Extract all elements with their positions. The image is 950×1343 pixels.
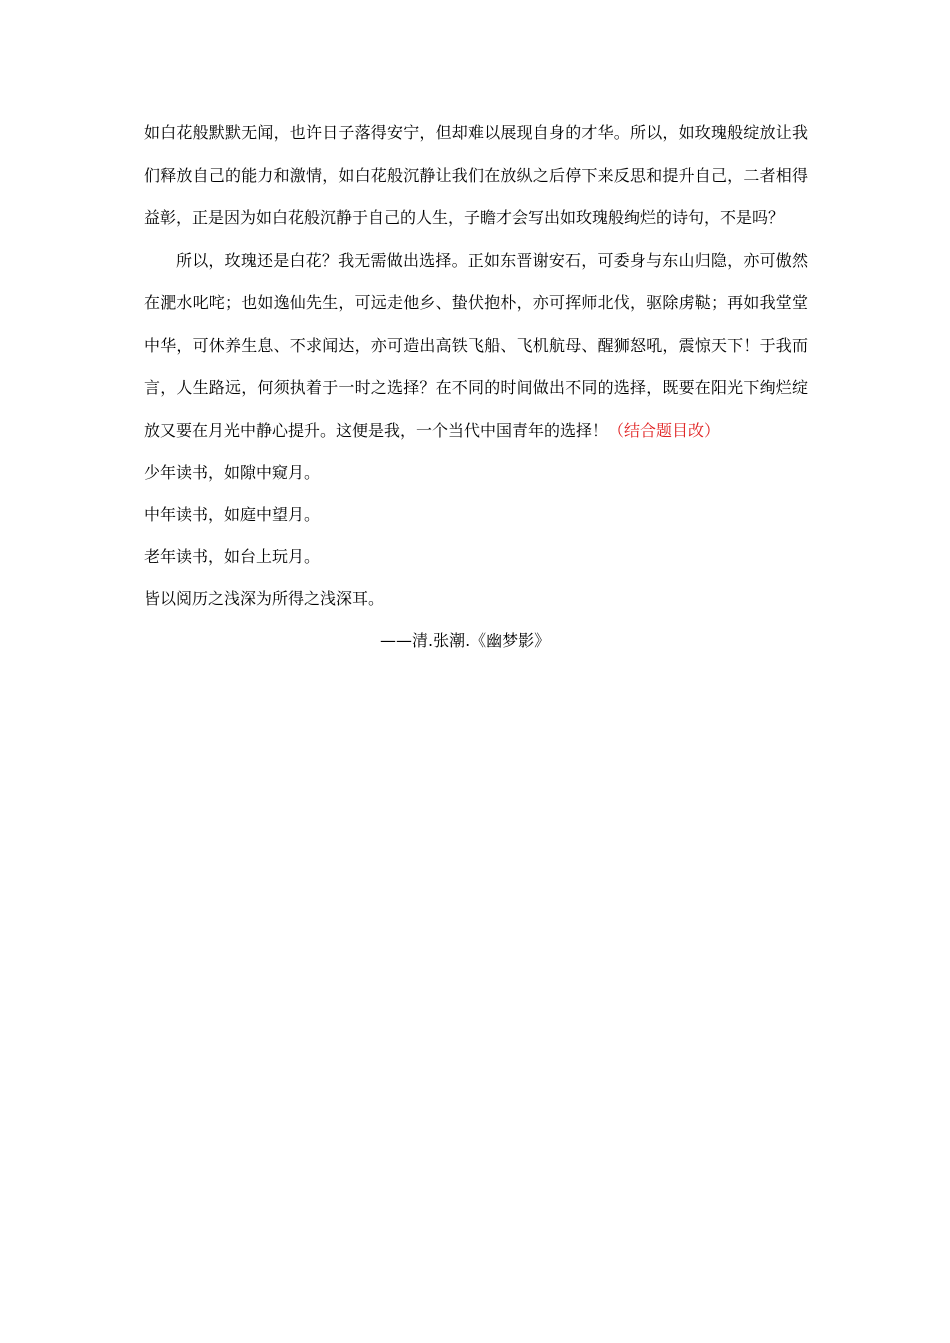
poem-line-2: 中年读书，如庭中望月。 <box>144 505 321 524</box>
poem-attribution: ——清.张潮.《幽梦影》 <box>380 631 551 650</box>
quote-poem <box>144 452 808 662</box>
essay-paragraph-1-text: 如白花般默默无闻，也许日子落得安宁，但却难以展现自身的才华。所以，如玫瑰般绽放让我们释放自己的能力和激情，如白花般沉静让我们在放纵之后停下来反思和提升自己，二者相得益彰，正是因为如白花般沉静于自己的人生，子瞻才会写出如玫瑰般绚烂的诗句，不是吗？ <box>144 123 808 227</box>
poem-line-4: 皆以阅历之浅深为所得之浅深耳。 <box>144 589 385 608</box>
essay-paragraph-1 <box>144 112 808 240</box>
poem-line-3: 老年读书，如台上玩月。 <box>144 547 321 566</box>
essay-paragraph-2 <box>144 240 808 453</box>
revision-note: （结合题目改） <box>608 420 721 440</box>
poem-line-1: 少年读书，如隙中窥月。 <box>144 463 321 482</box>
essay-paragraph-2-text: 所以，玫瑰还是白花？我无需做出选择。正如东晋谢安石，可委身与东山归隐，亦可傲然在淝水叱咤；也如逸仙先生，可远走他乡、蛰伏抱朴，亦可挥师北伐，驱除虏鞑；再如我堂堂中华，可休养生息、不求闻达，亦可造出高铁飞船、飞机航母、醒狮怒吼，震惊天下！于我而言，人生路远，何须执着于一时之选择？在不同的时间做出不同的选择，既要在阳光下绚烂绽放又要在月光中静心提升。这便是我，一个当代中国青年的选择！ <box>144 250 808 440</box>
document-body <box>144 112 808 662</box>
